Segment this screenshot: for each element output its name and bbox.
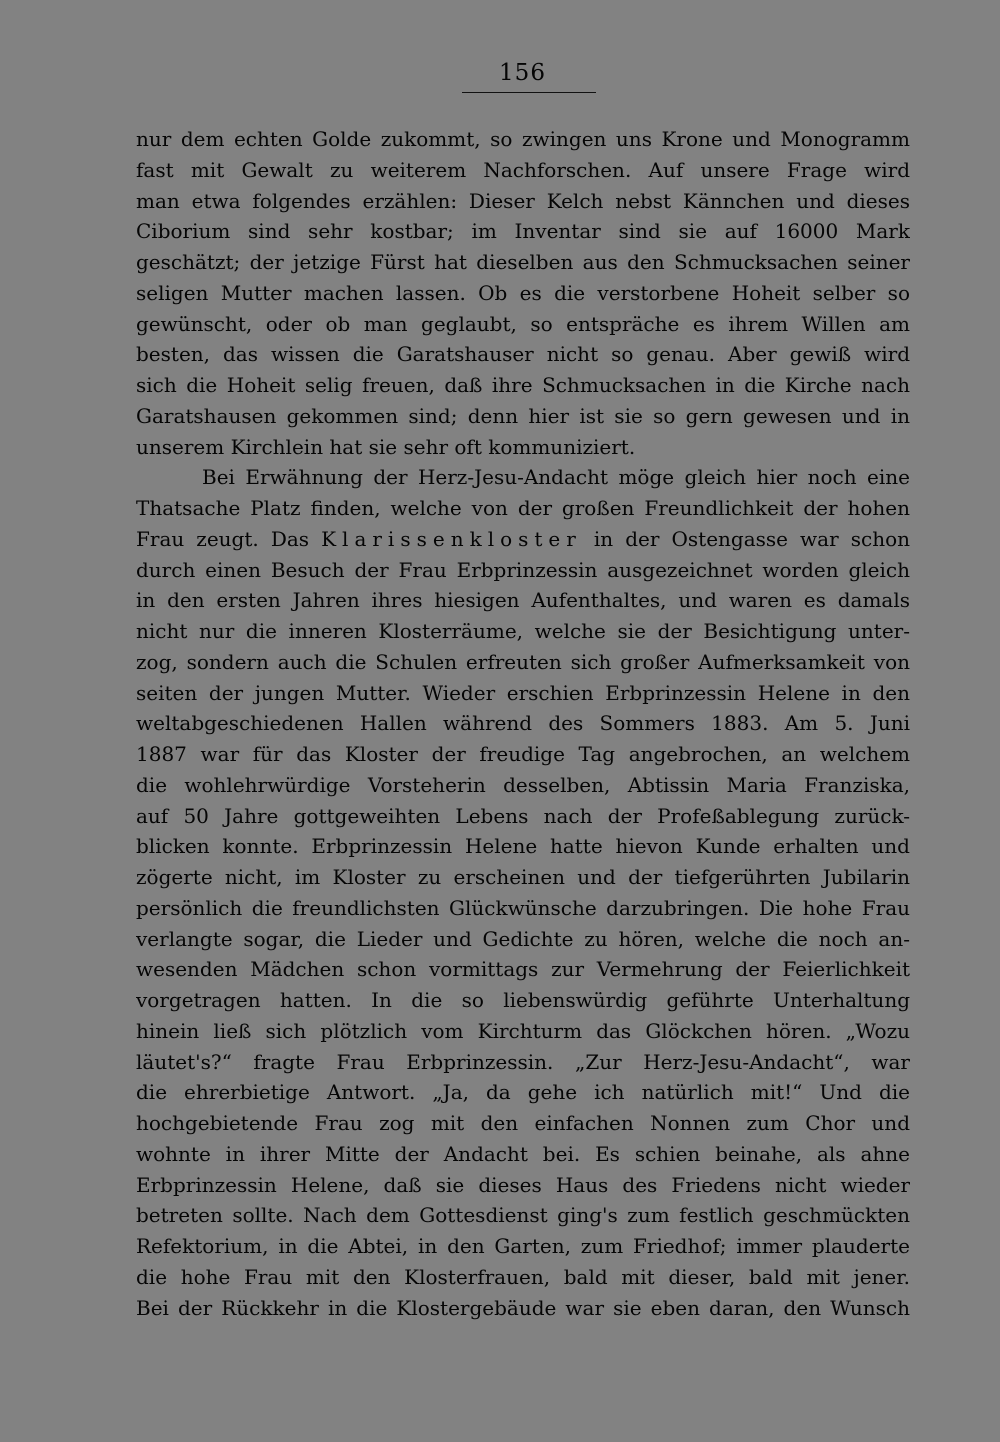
text-line: weltabgeschiedenen Hallen während des Sommers 1883. Am 5. Juni bbox=[136, 711, 910, 736]
text-line-with-spaced-name bbox=[136, 524, 910, 555]
text-line: sich die Hoheit selig freuen, daß ihre Schmucksachen in die Kirche nach bbox=[136, 373, 910, 397]
text-line: Refektorium, in die Abtei, in den Garten, zum Friedhof; immer plauderte bbox=[136, 1234, 910, 1258]
text-line: seiten der jungen Mutter. Wieder erschien Erbprinzessin Helene in den bbox=[136, 680, 910, 705]
text-line: zögerte nicht, im Kloster zu erscheinen und der tiefgerührten Jubilarin bbox=[136, 865, 910, 889]
text-line: wohnte in ihrer Mitte der Andacht bei. Es schien beinahe, als ahne bbox=[136, 1141, 910, 1166]
text-segment: in der Ostengasse war schon bbox=[581, 526, 910, 551]
text-line: vorgetragen hatten. In die so liebenswürdig geführte Unterhaltung bbox=[136, 988, 910, 1012]
text-line: Thatsache Platz finden, welche von der großen Freundlichkeit der hohen bbox=[136, 496, 910, 520]
text-line: besten, das wissen die Garatshauser nicht so genau. Aber gewiß wird bbox=[136, 342, 910, 367]
text-line: blicken konnte. Erbprinzessin Helene hatte hievon Kunde erhalten und bbox=[136, 834, 910, 859]
text-line: die wohlehrwürdige Vorsteherin desselben, Abtissin Maria Franziska, bbox=[136, 772, 910, 797]
text-line: betreten sollte. Nach dem Gottesdienst ging's zum festlich geschmückten bbox=[136, 1203, 910, 1228]
text-line: auf 50 Jahre gottgeweihten Lebens nach der Profeßablegung zurück- bbox=[136, 803, 910, 828]
spaced-emphasis-text: Klarissenkloster bbox=[321, 526, 582, 551]
text-line: in den ersten Jahren ihres hiesigen Aufenthaltes, und waren es damals bbox=[136, 588, 910, 613]
text-line: seligen Mutter machen lassen. Ob es die verstorbene Hoheit selber so bbox=[136, 280, 910, 305]
text-line: läutet's?“ fragte Frau Erbprinzessin. „Zur Herz-Jesu-Andacht“, war bbox=[136, 1049, 910, 1074]
text-line: zog, sondern auch die Schulen erfreuten sich großer Aufmerksamkeit von bbox=[136, 649, 910, 674]
text-line: persönlich die freundlichsten Glückwünsche darzubringen. Die hohe Frau bbox=[136, 895, 910, 920]
page-number: 156 bbox=[499, 60, 546, 86]
text-line: 1887 war für das Kloster der freudige Tag angebrochen, an welchem bbox=[136, 742, 910, 766]
text-line: Erbprinzessin Helene, daß sie dieses Haus des Friedens nicht wieder bbox=[136, 1172, 910, 1197]
text-line: die hohe Frau mit den Klosterfrauen, bald mit dieser, bald mit jener. bbox=[136, 1264, 910, 1289]
text-line: man etwa folgendes erzählen: Dieser Kelch nebst Kännchen und dieses bbox=[136, 188, 910, 213]
text-line: durch einen Besuch der Frau Erbprinzessin ausgezeichnet worden gleich bbox=[136, 557, 910, 582]
text-line: wesenden Mädchen schon vormittags zur Vermehrung der Feierlichkeit bbox=[136, 957, 910, 982]
text-line: verlangte sogar, die Lieder und Gedichte zu hören, welche die noch an- bbox=[136, 926, 910, 951]
text-line: Garatshausen gekommen sind; denn hier ist sie so gern gewesen und in bbox=[136, 403, 910, 428]
text-segment: Frau zeugt. Das bbox=[136, 526, 322, 551]
text-line: Ciborium sind sehr kostbar; im Inventar sind sie auf 16000 Mark bbox=[136, 219, 910, 244]
text-line: Bei der Rückkehr in die Klostergebäude war sie eben daran, den Wunsch bbox=[136, 1295, 910, 1320]
text-line: hochgebietende Frau zog mit den einfachen Nonnen zum Chor und bbox=[136, 1111, 910, 1135]
text-line: geschätzt; der jetzige Fürst hat dieselben aus den Schmucksachen seiner bbox=[136, 250, 910, 274]
header-rule bbox=[462, 92, 596, 93]
text-line: fast mit Gewalt zu weiterem Nachforschen. Auf unsere Frage wird bbox=[136, 157, 910, 182]
text-line: nur dem echten Golde zukommt, so zwingen uns Krone und Monogramm bbox=[136, 127, 910, 151]
text-body bbox=[136, 124, 910, 1323]
text-line-paragraph-start: Bei Erwähnung der Herz-Jesu-Andacht möge gleich hier noch eine bbox=[202, 465, 910, 490]
text-line: gewünscht, oder ob man geglaubt, so entspräche es ihrem Willen am bbox=[136, 311, 910, 336]
text-line: nicht nur die inneren Klosterräume, welche sie der Besichtigung unter- bbox=[136, 619, 910, 643]
text-line-paragraph-end: unserem Kirchlein hat sie sehr oft kommuniziert. bbox=[136, 434, 636, 459]
text-line: hinein ließ sich plötzlich vom Kirchturm das Glöckchen hören. „Wozu bbox=[136, 1018, 910, 1043]
text-line: die ehrerbietige Antwort. „Ja, da gehe ich natürlich mit!“ Und die bbox=[136, 1080, 910, 1105]
